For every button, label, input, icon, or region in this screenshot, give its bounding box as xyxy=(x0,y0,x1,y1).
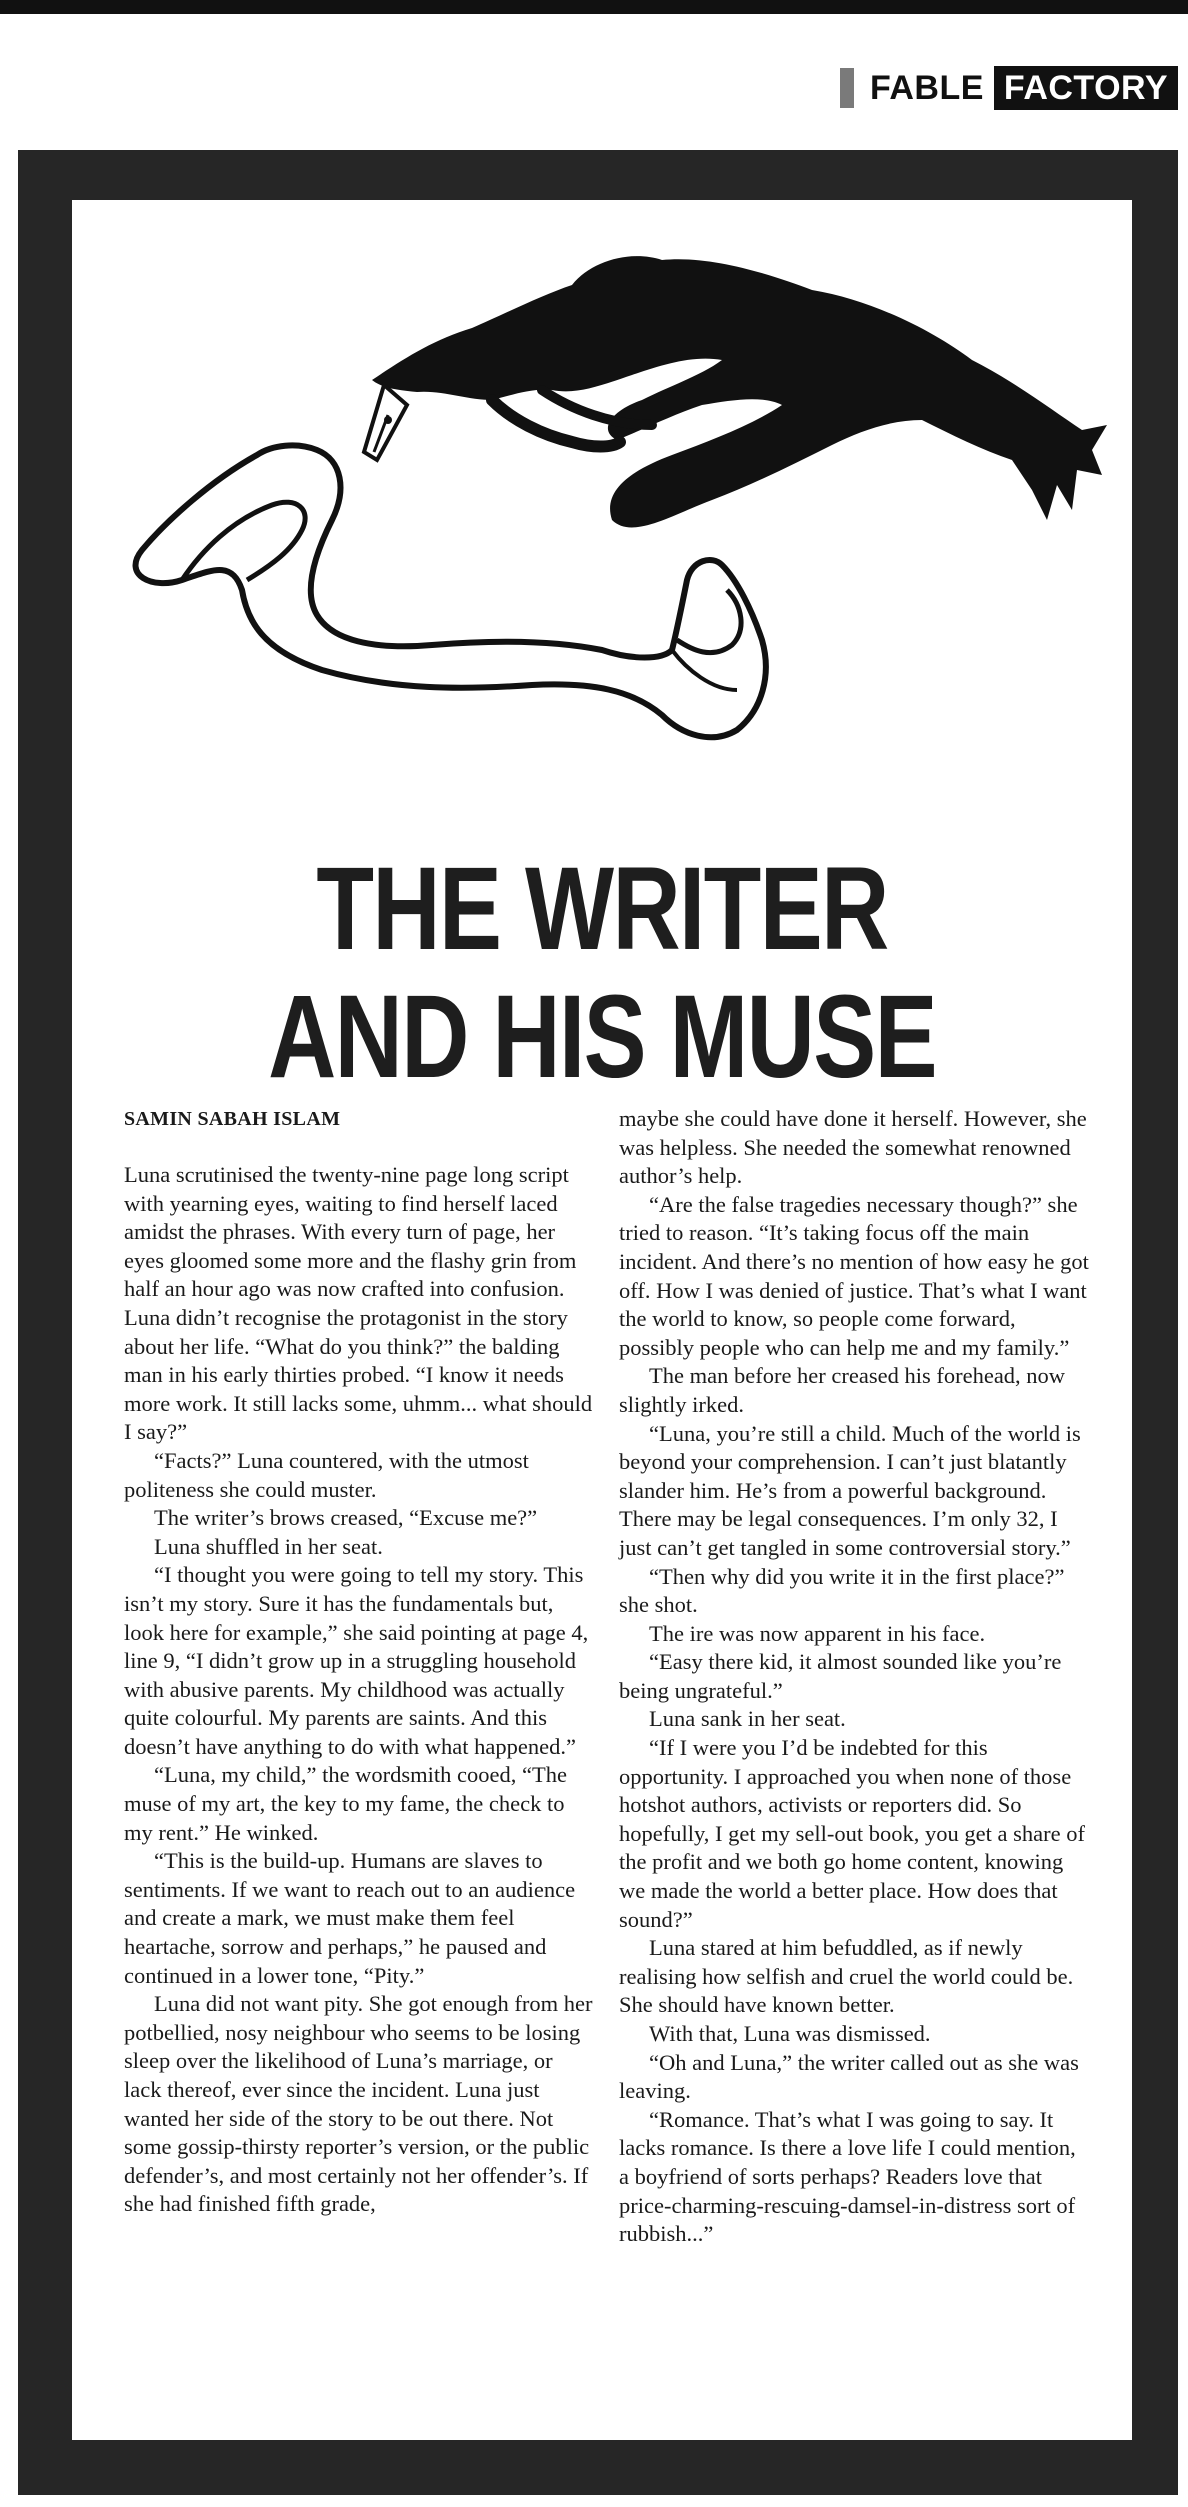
article-column-left xyxy=(124,1105,594,2219)
paragraph: “Luna, you’re still a child. Much of the world is beyond your comprehension. I can’t just blatantly slander him. He’s from a powerful background. There may be legal consequences. I’m only 32, I just can’t get tangled in some controversial story.” xyxy=(619,1420,1081,1560)
article-column-right xyxy=(619,1105,1089,2249)
byline: SAMIN SABAH ISLAM xyxy=(124,1108,341,1130)
paragraph: maybe she could have done it herself. However, she was helpless. She needed the somewhat renowned author’s help. xyxy=(619,1106,1087,1189)
quill-hand-and-scroll-illustration xyxy=(72,220,1132,840)
title-line: THE WRITER xyxy=(316,843,888,975)
paragraph: “Luna, my child,” the wordsmith cooed, “The muse of my art, the key to my fame, the check to my rent.” He winked. xyxy=(124,1762,567,1845)
title-line: AND HIS MUSE xyxy=(268,971,936,1103)
paragraph: “If I were you I’d be indebted for this opportunity. I approached you when none of those hotshot authors, activists or reporters did. So hopefully, I get my sell-out book, you get a share of the profit and we both go home content, knowing we made the world a better place. How does that sound?” xyxy=(619,1735,1085,1932)
paragraph: With that, Luna was dismissed. xyxy=(649,2021,931,2046)
section-label xyxy=(840,66,1178,110)
section-marker xyxy=(840,68,854,108)
section-word-fable: FABLE xyxy=(869,68,984,107)
nib-hole xyxy=(384,416,392,424)
paragraph: “I thought you were going to tell my story. This isn’t my story. Sure it has the fundamentals but, look here for example,” she said pointing at page 4, line 9, “I didn’t grow up in a struggling household with abusive parents. My childhood was actually quite colourful. My parents are saints. And this doesn’t have anything to do with what happened.” xyxy=(124,1562,589,1759)
paragraph: “Facts?” Luna countered, with the utmost politeness she could muster. xyxy=(124,1447,529,1502)
paragraph: “Oh and Luna,” the writer called out as she was leaving. xyxy=(619,2049,1079,2104)
finger xyxy=(492,400,620,447)
paragraph: Luna sank in her seat. xyxy=(649,1706,846,1732)
paragraph: “Are the false tragedies necessary though?” she tried to reason. “It’s taking focus off the main incident. And there’s no mention of how easy he got off. How I was denied of justice. That’s what I want the world to know, so people come forward, possibly people who can help me and my family.” xyxy=(619,1191,1089,1360)
paragraph: “Romance. That’s what I was going to say. It lacks romance. Is there a love life I could mention, a boyfriend of sorts perhaps? Readers love that price-charming-rescuing-damsel-in-distress sort of rubbish...” xyxy=(619,2106,1076,2247)
paragraph: Luna shuffled in her seat. xyxy=(154,1533,383,1559)
article-title xyxy=(178,845,1026,1101)
section-word-factory: FACTORY xyxy=(994,66,1178,110)
paragraph: “This is the build-up. Humans are slaves to sentiments. If we want to reach out to an audience and create a mark, we must make them feel heartache, sorrow and perhaps,” he paused and continued in a lower tone, “Pity.” xyxy=(124,1848,576,1988)
top-rule xyxy=(0,0,1188,14)
hand-silhouette xyxy=(372,256,1107,527)
paragraph: “Easy there kid, it almost sounded like you’re being ungrateful.” xyxy=(619,1649,1062,1703)
paragraph: Luna did not want pity. She got enough from her potbellied, nosy neighbour who seems to be losing sleep over the likelihood of Luna’s marriage, or lack thereof, ever since the incident. Luna just wanted her side of the story to be out there. Not some gossip-thirsty reporter’s version, or the public defender’s, and most certainly not her offender’s. If she had finished fifth grade, xyxy=(124,1991,593,2217)
paragraph: Luna stared at him befuddled, as if newly realising how selfish and cruel the world could be. She should have known better. xyxy=(619,1935,1074,2018)
paragraph: The ire was now apparent in his face. xyxy=(649,1620,986,1646)
article-panel xyxy=(72,200,1132,2440)
paragraph: Luna scrutinised the twenty-nine page long script with yearning eyes, waiting to find herself laced amidst the phrases. With every turn of page, her eyes gloomed some more and the flashy grin from half an hour ago was now crafted into confusion. Luna didn’t recognise the protagonist in the story about her life. “What do you think?” the balding man in his early thirties probed. “I know it needs more work. It still lacks some, uhmm... what should I say?” xyxy=(124,1162,593,1445)
paragraph: “Then why did you write it in the first place?” she shot. xyxy=(619,1563,1065,1618)
paragraph: The man before her creased his forehead, now slightly irked. xyxy=(619,1363,1066,1417)
paragraph: The writer’s brows creased, “Excuse me?” xyxy=(154,1505,538,1531)
